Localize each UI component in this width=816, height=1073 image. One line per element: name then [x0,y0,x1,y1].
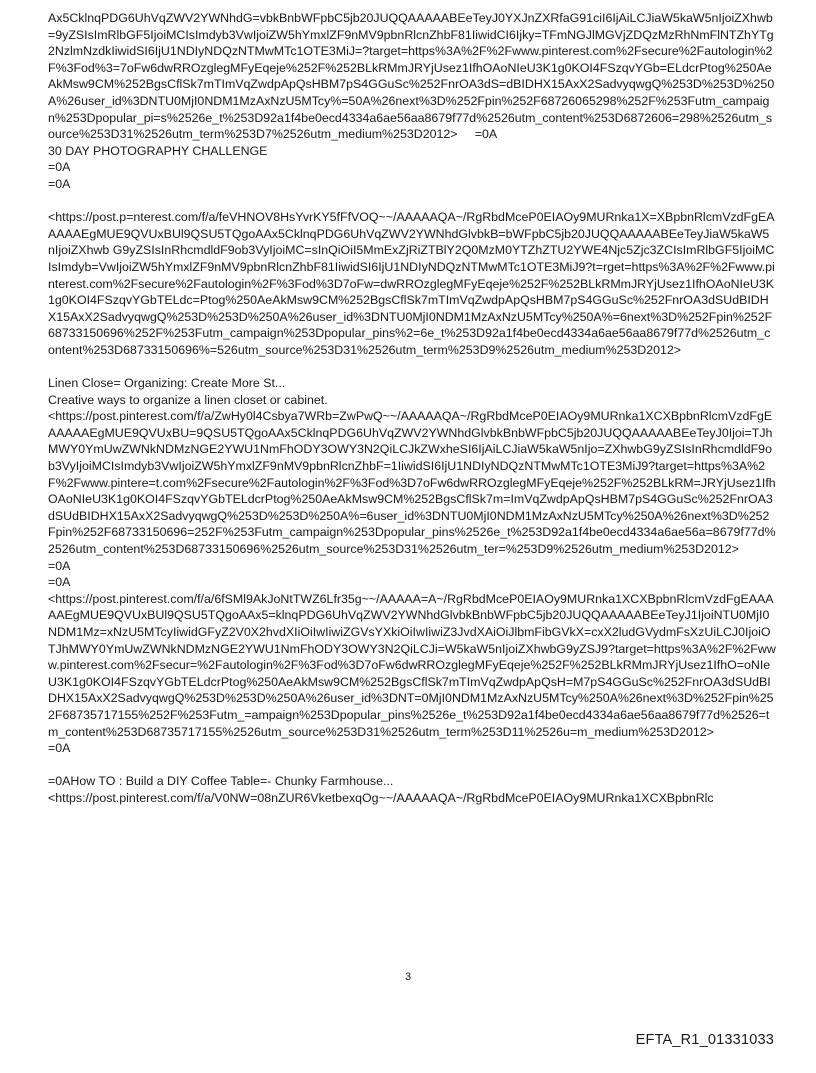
paragraph-spacer [48,193,776,210]
url-text-block: Ax5CklnqPDG6UhVqZWV2YWNhdG=vbkBnbWFpbC5jb20JUQQAAAAABEeTeyJ0YXJnZXRfaG91ciI6IjAiLCJiaW5kaW5nIjoiZXhwb=9yZSIsImRlbGF5IjoiMCIsImdyb3VwIjoiZW5hYmxlZF9nMV9pbnRlcnZhbF81IiwidCI6Ijky=TFmNGJlMGVjZDQzMzRhNmFlNTZhYTg2NzlmNzdkIiwidSI6IjU1NDIyNDQzNTMwMTc1OTE3MiJ=?target=https%3A%2F%2Fwww.pinterest.com%2Fsecure%2Fautologin%2F%3Fod%3=7oFw6dwRROzglegMFyEqeje%252F%252BLkRMmJRYjUsez1IfhOAoNIeU3K1g0KOI4FSzqvYGb=ELdcrPtog%250AeAkMsw9CM%252BgsCflSk7mTImVqZwdpApQsHBM7pS4GGuSc%252FnrOA3dS=dBIDHX15AxX2SadvyqwgQ%253D%253D%250A%26user_id%3DNTU0MjI0NDM1MzAxNzU5MTcy%=50A%26next%3D%252Fpin%252F68726065298%252F%253Futm_campaign%253Dpopular_pi=s%2526e_t%253D92a1f4be0ecd4334a6ae56aa8679f77d%2526utm_content%253D6872606=298%2526utm_source%253D31%2526utm_term%253D7%2526utm_medium%253D2012> =0A [48,11,775,142]
item-description: Creative ways to organize a linen closet or cabinet. [48,392,328,407]
bates-number: EFTA_R1_01331033 [635,1032,774,1048]
url-text-block: <https://post.p=nterest.com/f/a/feVHNOV8HsYvrKY5fFfVOQ~~/AAAAAQA~/RgRbdMceP0EIAOy9MURnka1X=XBpbnRlcmVzdFgEAAAAAEgMUE9QVUxBUl9QSU5TQgoAAx5CklnqPDG6UhVqZWV2YWNhdGlvbkB=bWFpbC5jb20JUQQAAAAABEeTeyJiaW5kaW5nIjoiZXhwb G9yZSIsInRhcmdldF9ob3VyIjoiMC=sInQiOiI5MmExZjRiZTBlY2Q0MzM0YTZhZTU2YWE4Njc5Zjc3ZCIsImRlbGF5IjoiMCIsImdyb=VwIjoiZW5hYmxlZF9nMV9pbnRlcnZhbF81IiwidSI6IjU1NDIyNDQzNTMwMTc1OTE3MiJ9?t=rget=https%3A%2F%2Fwww.pinterest.com%2Fsecure%2Fautologin%2F%3Fod%3D7oFw=dwRROzglegMFyEqeje%252F%252BLkRMmJRYjUsez1IfhOAoNIeU3K1g0KOI4FSzqvYGbTELdc=Ptog%250AeAkMsw9CM%252BgsCflSk7mTImVqZwdpApQsHBM7pS4GGuSc%252FnrOA3dSUdBIDHX15AxX2SadvyqwgQ%253D%253D%250A%26user_id%3DNTU0MjI0NDM1MzAxNzU5MTcy%250A%=6next%3D%252Fpin%252F68733150696%252F%253Futm_campaign%253Dpopular_pins%2=6e_t%253D92a1f4be0ecd4334a6ae56aa8679f77d%2526utm_content%253D68733150696%=526utm_source%253D31%2526utm_term%253D9%2526utm_medium%253D2012> [48,210,775,357]
url-text-block: <https://post.pinterest.com/f/a/V0NW=08nZUR6VketbexqOg~~/AAAAAQA~/RgRbdMceP0EIAOy9MURnka1XCXBpbnRlc [48,790,714,805]
line-break-marker: =0A [48,741,71,756]
url-text-block: <https://post.pinterest.com/f/a/6fSMl9AkJoNtTWZ6Lfr35g~~/AAAAA=A~/RgRbdMceP0EIAOy9MURnka1XCXBpbnRlcmVzdFgEAAAAAEgMUE9QVUxBUl9QSU5TQgoAAx5=klnqPDG6UhVqZWV2YWNhdGlvbkBnbWFpbC5jb20JUQQAAAAABEeTeyJ1IjoiNTU0MjI0NDM1Mz=xNzU5MTcyIiwidGFyZ2V0X2hvdXIiOiIwIiwiZGVsYXkiOiIwIiwiZ3JvdXAiOiJlbmFibGVkX=cxX2ludGVydmFsXzUiLCJ0IjoiOTJhMWY0YmUwZWNkNDMzNGE2YWU1NmFhODY3OWY3N2QiLCJi=W5kaW5nIjoiZXhwbG9yZSJ9?target=https%3A%2F%2Fwww.pinterest.com%2Fsecur=%2Fautologin%2F%3Fod%3D7oFw6dwRROzglegMFyEqeje%252F%252BLkRMmJRYjUsez1IfhO=oNIeU3K1g0KOI4FSzqvYGbTELdcrPtog%250AeAkMsw9CM%252BgsCflSk7mTImVqZwdpApQsH=M7pS4GGuSc%252FnrOA3dSUdBIDHX15AxX2SadvyqwgQ%253D%253D%250A%26user_id%3DNT=0MjI0NDM1MzAxNzU5MTcy%250A%26next%3D%252Fpin%252F68735717155%252F%253Futm_=ampaign%253Dpopular_pins%2526e_t%253D92a1f4be0ecd4334a6ae56aa8679f77d%2526=tm_content%253D68735717155%2526utm_source%253D31%2526utm_term%253D11%2526u=m_medium%253D2012> [48,591,776,739]
line-break-marker: =0A [48,575,71,590]
paragraph-spacer [48,358,776,375]
url-text-block: <https://post.pinterest.com/f/a/ZwHy0l4Csbya7WRb=ZwPwQ~~/AAAAAQA~/RgRbdMceP0EIAOy9MURnka1XCXBpbnRlcmVzdFgEAAAAAEgMUE9QVUxBU=9QSU5TQgoAAx5CklnqPDG6UhVqZWV2YWNhdGlvbkBnbWFpbC5jb20JUQQAAAAABEeTeyJ0Ijoi=TJhMWY0YmUwZWNkNDMzNGE2YWU1NmFhODY3OWY3N2QiLCJkZWxheSI6IjAiLCJiaW5kaW5nIjo=ZXhwbG9yZSIsInRhcmdldF9ob3VyIjoiMCIsImdyb3VwIjoiZW5hYmxlZF9nMV9pbnRlcnZhbF=1IiwidSI6IjU1NDIyNDQzNTMwMTc1OTE3MiJ9?target=https%3A%2F%2Fwww.pintere=t.com%2Fsecure%2Fautologin%2F%3Fod%3D7oFw6dwRROzglegMFyEqeje%252F%252BLkRM=JRYjUsez1IfhOAoNIeU3K1g0KOI4FSzqvYGbTELdcrPtog%250AeAkMsw9CM%252BgsCflSk7m=ImVqZwdpApQsHBM7pS4GGuSc%252FnrOA3dSUdBIDHX15AxX2SadvyqwgQ%253D%253D%250A%=6user_id%3DNTU0MjI0NDM1MzAxNzU5MTcy%250A%26next%3D%252Fpin%252F68733150696=252F%253Futm_campaign%253Dpopular_pins%2526e_t%253D92a1f4be0ecd4334a6ae56a=8679f77d%2526utm_content%253D68733150696%2526utm_source%253D31%2526utm_ter=%253D9%2526utm_medium%253D2012> [48,409,776,556]
item-title: =0AHow TO : Build a DIY Coffee Table=- Chunky Farmhouse... [48,774,394,789]
item-title: Linen Close= Organizing: Create More St... [48,376,286,391]
line-break-marker: =0A [48,558,71,573]
page-number: 3 [404,971,412,983]
line-break-marker: =0A [48,176,71,191]
document-body [48,10,776,807]
item-title: 30 DAY PHOTOGRAPHY CHALLENGE [48,143,268,158]
paragraph-spacer [48,757,776,774]
line-break-marker: =0A [48,160,71,175]
